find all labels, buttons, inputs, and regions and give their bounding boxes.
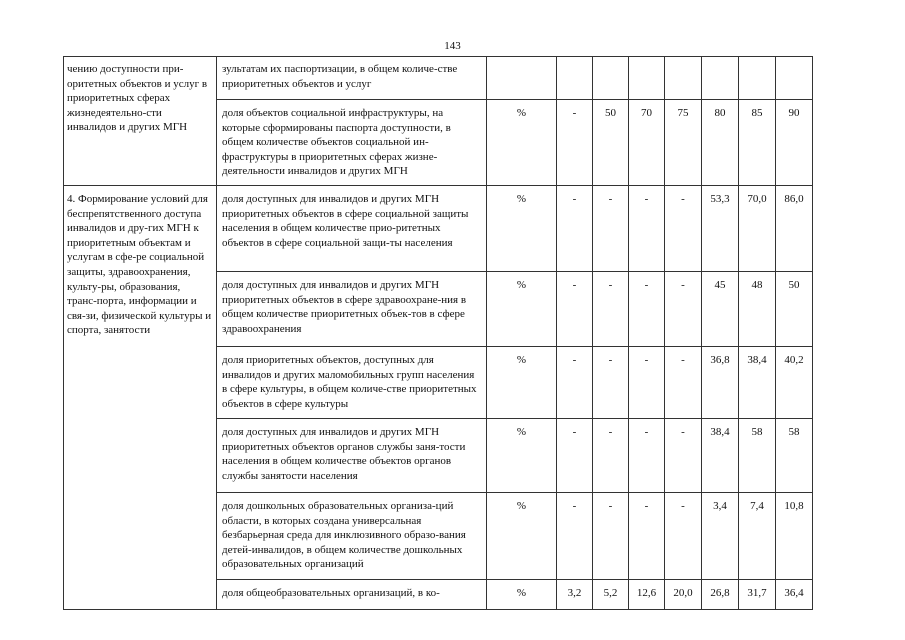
value-cell: - (593, 186, 629, 272)
unit-cell: % (487, 419, 557, 493)
value-cell: 45 (702, 272, 739, 347)
value-cell: - (665, 419, 702, 493)
value-cell: - (557, 419, 593, 493)
value-cell: 40,2 (776, 347, 813, 419)
value-cell: - (665, 493, 702, 580)
value-cell: - (629, 272, 665, 347)
value-cell: 70,0 (739, 186, 776, 272)
value-cell (702, 57, 739, 100)
value-cell: 86,0 (776, 186, 813, 272)
goal-cell: чению доступности при-оритетных объектов и услуг в приоритетных сферах жизнедеятельно-сти инвалидов и других МГН (64, 57, 217, 186)
value-cell: - (557, 493, 593, 580)
value-cell: 58 (739, 419, 776, 493)
goal-cell: 4. Формирование условий для беспрепятственного доступа инвалидов и дру-гих МГН к приоритетным объектам и услугам в сфе-ре социальной защиты, здравоохранения, культу-ры, образования, транс-порта, информации и свя-зи, физической культуры и спорта, занятости (64, 186, 217, 610)
indicator-cell: доля общеобразовательных организаций, в ко- (217, 580, 487, 610)
unit-cell: % (487, 272, 557, 347)
value-cell: 50 (593, 100, 629, 186)
value-cell: 53,3 (702, 186, 739, 272)
value-cell: 80 (702, 100, 739, 186)
value-cell: 70 (629, 100, 665, 186)
unit-cell (487, 57, 557, 100)
value-cell: 5,2 (593, 580, 629, 610)
value-cell: 36,8 (702, 347, 739, 419)
value-cell: 12,6 (629, 580, 665, 610)
unit-cell: % (487, 186, 557, 272)
value-cell: - (629, 419, 665, 493)
value-cell: 3,2 (557, 580, 593, 610)
value-cell: - (665, 272, 702, 347)
value-cell: - (629, 186, 665, 272)
indicator-cell: доля объектов социальной инфраструктуры, на которые сформированы паспорта доступности, в общем количестве объектов социальной ин-фраструктуры в приоритетных сферах жизне-деятельности инвалидов и других МГН (217, 100, 487, 186)
indicator-cell: доля приоритетных объектов, доступных для инвалидов и других маломобильных групп населения в сфере культуры, в общем количе-стве приоритетных объектов в сфере культуры (217, 347, 487, 419)
value-cell: - (593, 493, 629, 580)
value-cell: 36,4 (776, 580, 813, 610)
value-cell (593, 57, 629, 100)
value-cell: - (593, 419, 629, 493)
value-cell: 85 (739, 100, 776, 186)
value-cell: 26,8 (702, 580, 739, 610)
value-cell: 38,4 (739, 347, 776, 419)
indicator-cell: доля доступных для инвалидов и других МГН приоритетных объектов органов службы заня-тости населения в общем количестве объектов органов службы занятости населения (217, 419, 487, 493)
value-cell: 10,8 (776, 493, 813, 580)
value-cell: - (629, 493, 665, 580)
page-number: 143 (444, 40, 461, 52)
unit-cell: % (487, 493, 557, 580)
value-cell (629, 57, 665, 100)
indicator-cell: доля доступных для инвалидов и других МГН приоритетных объектов в сфере здравоохране-ния в общем количестве приоритетных объек-тов в сфере здравоохранения (217, 272, 487, 347)
value-cell: - (665, 347, 702, 419)
value-cell (665, 57, 702, 100)
value-cell: 75 (665, 100, 702, 186)
unit-cell: % (487, 347, 557, 419)
value-cell: - (593, 272, 629, 347)
value-cell: 3,4 (702, 493, 739, 580)
unit-cell: % (487, 580, 557, 610)
table-row (64, 57, 813, 100)
unit-cell: % (487, 100, 557, 186)
indicator-cell: зультатам их паспортизации, в общем количе-стве приоритетных объектов и услуг (217, 57, 487, 100)
value-cell: - (557, 347, 593, 419)
value-cell: 48 (739, 272, 776, 347)
value-cell: - (665, 186, 702, 272)
value-cell: - (557, 100, 593, 186)
value-cell (739, 57, 776, 100)
value-cell: 38,4 (702, 419, 739, 493)
value-cell (557, 57, 593, 100)
table-row (64, 186, 813, 272)
value-cell: - (629, 347, 665, 419)
indicator-cell: доля дошкольных образовательных организа-ций области, в которых создана универсальная безбарьерная среда для инклюзивного образо-вания детей-инвалидов, в общем количестве дошкольных образовательных организаций (217, 493, 487, 580)
value-cell: 50 (776, 272, 813, 347)
value-cell (776, 57, 813, 100)
value-cell: 31,7 (739, 580, 776, 610)
value-cell: - (557, 272, 593, 347)
value-cell: 20,0 (665, 580, 702, 610)
value-cell: 58 (776, 419, 813, 493)
value-cell: 90 (776, 100, 813, 186)
value-cell: 7,4 (739, 493, 776, 580)
value-cell: - (557, 186, 593, 272)
indicators-table (63, 56, 813, 610)
indicator-cell: доля доступных для инвалидов и других МГН приоритетных объектов в сфере социальной защиты населения в общем количестве прио-ритетных объектов в сфере социальной защи-ты населения (217, 186, 487, 272)
value-cell: - (593, 347, 629, 419)
